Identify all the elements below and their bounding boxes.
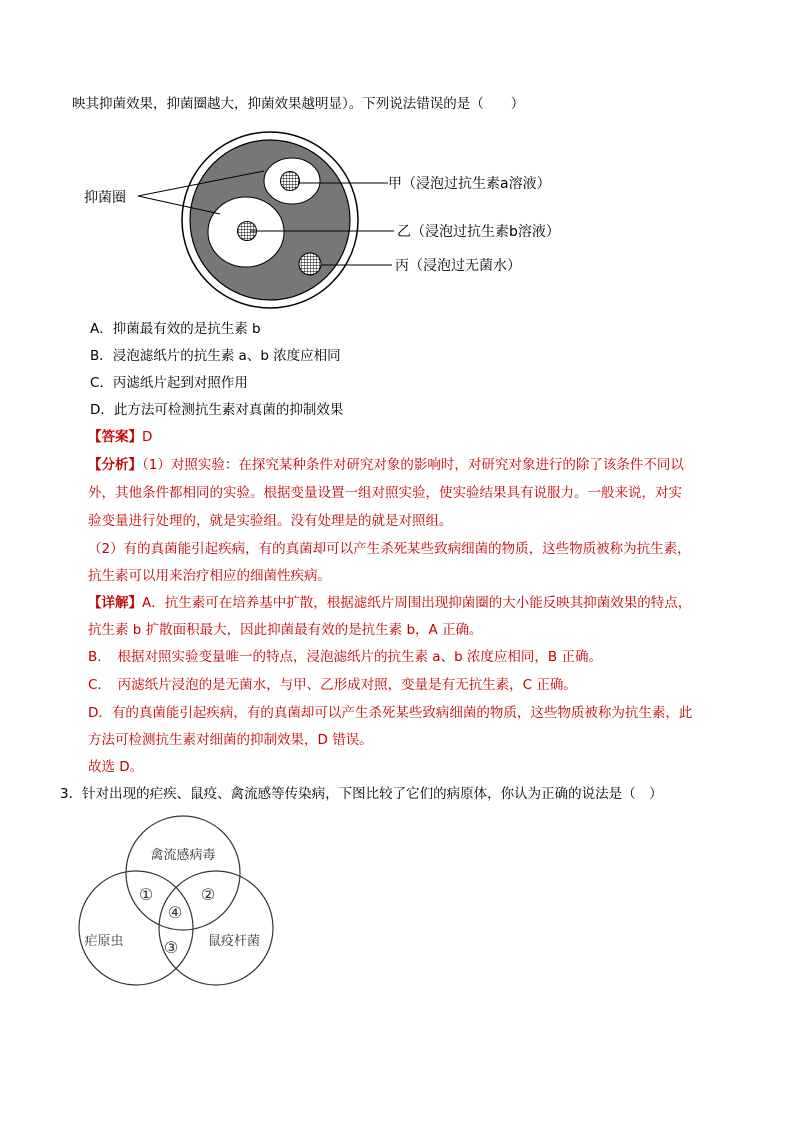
answer-line [88,427,152,447]
analysis-line-3: 验变量进行处理的，就是实验组。没有处理是的就是对照组。 [88,513,453,529]
venn-region-3: ③ [163,938,179,957]
venn-region-4: ④ [167,903,183,922]
detail-line-4: C． 丙滤纸片浸泡的是无菌水，与甲、乙形成对照，变量是有无抗生素，C 正确。 [88,677,577,693]
analysis-text-1: （1）对照实验：在探究某种条件对研究对象的影响时，对研究对象进行的除了该条件不同以 [142,457,684,473]
option-c: C．丙滤纸片起到对照作用 [90,375,248,391]
venn-label-right: 鼠疫杆菌 [207,934,261,949]
venn-circle-avian-flu [126,816,240,930]
label-bing: 丙（浸泡过无菌水） [395,258,521,274]
venn-diagram [74,815,284,995]
analysis-line-1 [88,455,684,475]
paper-disc-jia [281,172,300,191]
venn-label-top: 禽流感病毒 [150,848,216,863]
paper-disc-bing [299,253,321,275]
analysis-line-2: 外，其他条件都相同的实验。根据变量设置一组对照实验，使实验结果具有说服力。一般来说，对实 [88,485,682,501]
venn-label-left: 疟原虫 [84,934,124,949]
option-a: A．抑菌最有效的是抗生素 b [90,321,261,337]
venn-region-1: ① [138,885,154,904]
answer-value: D [142,429,153,445]
analysis-line-4: （2）有的真菌能引起疾病，有的真菌却可以产生杀死某些致病细菌的物质，这些物质被称为抗生素， [88,541,691,557]
detail-text-1: A．抗生素可在培养基中扩散，根据滤纸片周围出现抑菌圈的大小能反映其抑菌效果的特点， [142,595,692,611]
detail-line-7: 故选 D。 [88,759,144,775]
detail-line-6: 方法可检测抗生素对细菌的抑制效果，D 错误。 [88,732,373,748]
question-3: 3．针对出现的疟疾、鼠疫、禽流感等传染病，下图比较了它们的病原体，你认为正确的说法是（ ） [60,786,663,802]
answer-tag: 【答案】 [88,429,142,445]
venn-region-2: ② [200,885,216,904]
analysis-tag: 【分析】 [88,457,142,473]
detail-line-2: 抗生素 b 扩散面积最大，因此抑菌最有效的是抗生素 b，A 正确。 [88,622,483,638]
venn-circle-plague-bacillus [159,871,273,985]
detail-tag: 【详解】 [88,595,142,611]
petri-dish-figure [70,130,570,310]
detail-line-3: B． 根据对照实验变量唯一的特点，浸泡滤纸片的抗生素 a、b 浓度应相同，B 正确。 [88,649,602,665]
detail-line-1 [88,593,691,613]
label-jia: 甲（浸泡过抗生素a溶液） [388,176,551,192]
question-intro: 映其抑菌效果，抑菌圈越大，抑菌效果越明显）。下列说法错误的是（ ） [72,96,525,112]
detail-line-5: D．有的真菌能引起疾病，有的真菌却可以产生杀死某些致病细菌的物质，这些物质被称为抗生素，此 [88,705,693,721]
label-yi: 乙（浸泡过抗生素b溶液） [397,224,560,240]
label-inhibition-zone: 抑菌圈 [84,190,126,206]
option-b: B．浸泡滤纸片的抗生素 a、b 浓度应相同 [90,348,341,364]
option-d: D．此方法可检测抗生素对真菌的抑制效果 [90,402,344,418]
analysis-line-5: 抗生素可以用来治疗相应的细菌性疾病。 [88,568,331,584]
